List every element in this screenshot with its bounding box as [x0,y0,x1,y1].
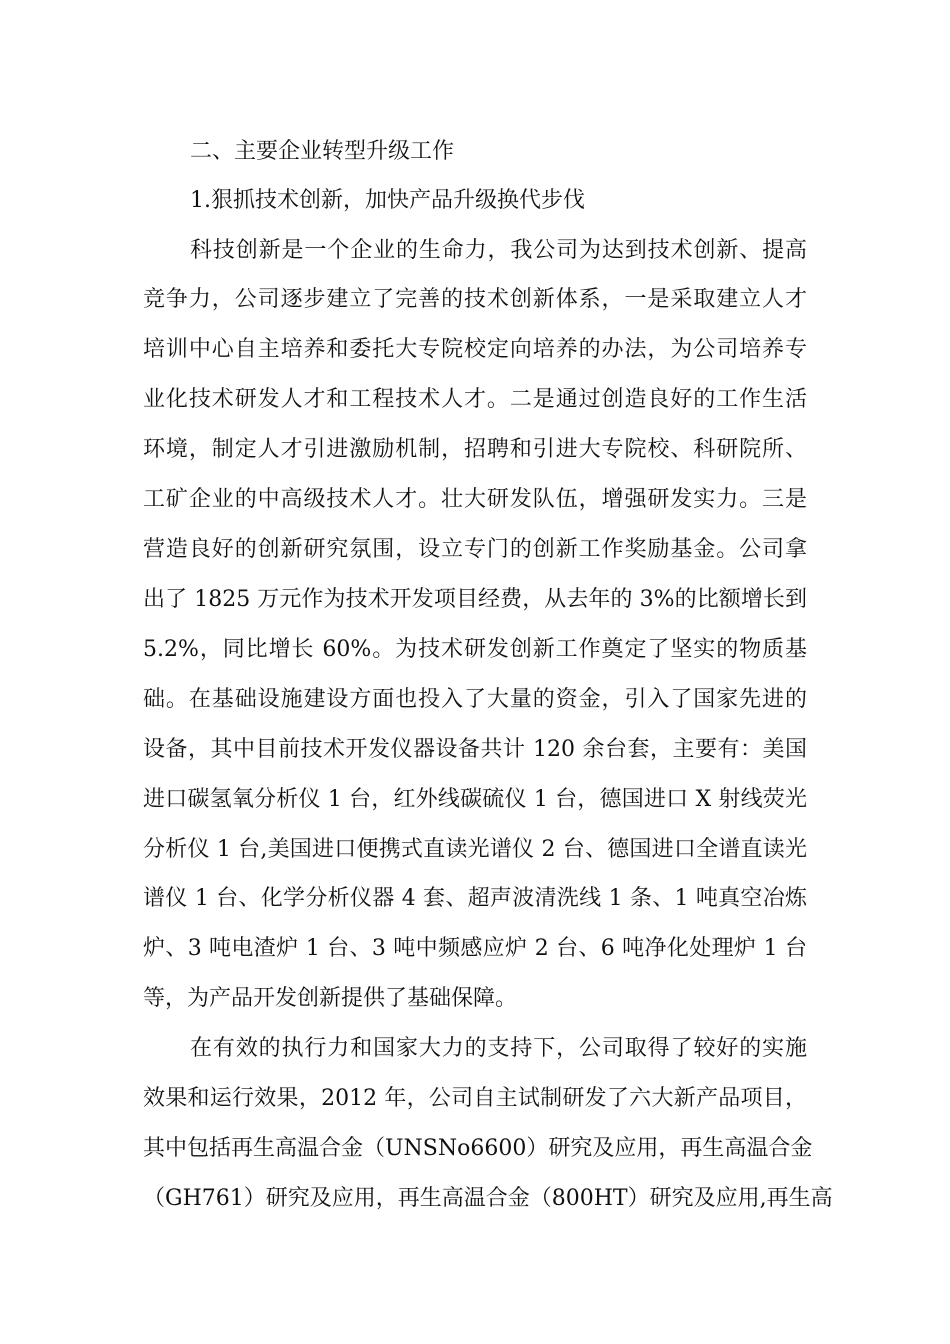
paragraph-line: 进口碳氢氧分析仪 1 台，红外线碳硫仪 1 台，德国进口 X 射线荧光 [143,787,807,812]
paragraph-line: 科技创新是一个企业的生命力，我公司为达到技术创新、提高 [190,238,807,263]
paragraph-line: 在有效的执行力和国家大力的支持下，公司取得了较好的实施 [190,1036,807,1061]
paragraph-line: 培训中心自主培养和委托大专院校定向培养的办法，为公司培养专 [143,337,807,362]
paragraph-line: 等，为产品开发创新提供了基础保障。 [143,986,518,1011]
paragraph-line: 出了 1825 万元作为技术开发项目经费，从去年的 3%的比额增长到 [143,587,807,612]
paragraph-line: 工矿企业的中高级技术人才。壮大研发队伍，增强研发实力。三是 [143,487,807,512]
paragraph-line: 分析仪 1 台,美国进口便携式直读光谱仪 2 台、德国进口全谱直读光 [143,837,807,862]
paragraph-line: 其中包括再生高温合金（UNSNo6600）研究及应用，再生高温合金 [143,1136,813,1161]
paragraph-line: 炉、3 吨电渣炉 1 台、3 吨中频感应炉 2 台、6 吨净化处理炉 1 台 [143,936,807,961]
paragraph-line: 竞争力，公司逐步建立了完善的技术创新体系，一是采取建立人才 [143,287,807,312]
paragraph-line: 效果和运行效果，2012 年，公司自主试制研发了六大新产品项目， [143,1086,807,1111]
paragraph-line: 环境，制定人才引进激励机制，招聘和引进大专院校、科研院所、 [143,437,807,462]
section-heading: 二、主要企业转型升级工作 [190,139,455,164]
paragraph-line: 5.2%，同比增长 60%。为技术研发创新工作奠定了坚实的物质基 [143,637,807,662]
subsection-heading: 1.狠抓技术创新，加快产品升级换代步伐 [190,188,585,213]
paragraph-line: 设备，其中目前技术开发仪器设备共计 120 余台套，主要有：美国 [143,737,807,762]
paragraph-line: 谱仪 1 台、化学分析仪器 4 套、超声波清洗线 1 条、1 吨真空冶炼 [143,886,807,911]
paragraph-line: 业化技术研发人才和工程技术人才。二是通过创造良好的工作生活 [143,387,807,412]
paragraph-line: 营造良好的创新研究氛围，设立专门的创新工作奖励基金。公司拿 [143,537,807,562]
paragraph-line: （GH761）研究及应用，再生高温合金（800HT）研究及应用,再生高 [143,1186,833,1211]
paragraph-line: 础。在基础设施建设方面也投入了大量的资金，引入了国家先进的 [143,687,807,712]
